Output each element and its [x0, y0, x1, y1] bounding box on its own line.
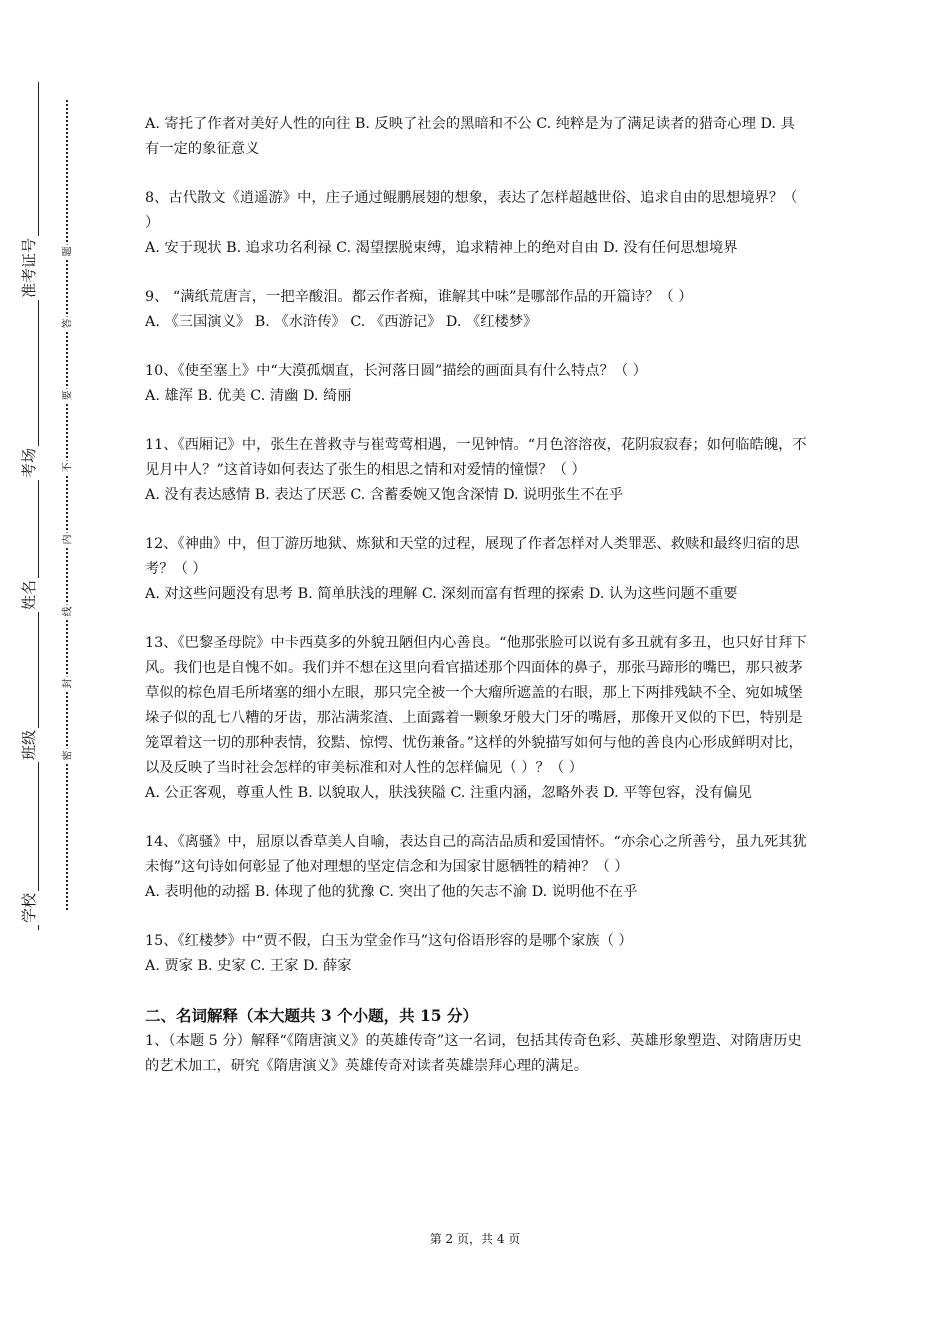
question-options: A. 《三国演义》 B. 《水浒传》 C. 《西游记》 D. 《红楼梦》 [145, 314, 538, 330]
question-13 [145, 631, 807, 806]
question-9 [145, 285, 807, 335]
seal-char: 题 [59, 245, 74, 259]
question-stem: 8、古代散文《逍遥游》中，庄子通过鲲鹏展翅的想象，表达了怎样超越世俗、追求自由的思想境界？（ ） [145, 190, 798, 231]
question-7 [145, 112, 807, 162]
question-options: A. 寄托了作者对美好人性的向往 B. 反映了社会的黑暗和不公 C. 纯粹是为了满足读者的猎奇心理 D. 具有一定的象征意义 [145, 116, 795, 157]
question-stem: 11、《西厢记》中，张生在普救寺与崔莺莺相遇，一见钟情。“月色溶溶夜，花阴寂寂春；如何临皓魄，不见月中人？”这首诗如何表达了张生的相思之情和对爱情的憧憬？（ ） [145, 437, 807, 478]
question-options: A. 对这些问题没有思考 B. 简单肤浅的理解 C. 深刻而富有哲理的探索 D. 认为这些问题不重要 [145, 586, 738, 602]
question-options: A. 公正客观，尊重人性 B. 以貌取人，肤浅狭隘 C. 注重内涵，忽略外表 D. 平等包容，没有偏见 [145, 785, 752, 801]
seal-char: 线 [59, 605, 74, 619]
question-stem: 15、《红楼梦》中“贾不假，白玉为堂金作马”这句俗语形容的是哪个家族（ ） [145, 933, 633, 949]
seal-char: 不 [59, 461, 74, 475]
question-10 [145, 359, 807, 409]
question-stem: 13、《巴黎圣母院》中卡西莫多的外貌丑陋但内心善良。“他那张脸可以说有多丑就有多丑，也只好甘拜下风。我们也是自愧不如。我们并不想在这里向看官描述那个四面体的鼻子，那张马蹄形的嘴巴，那只被茅草似的棕色眉毛所堵塞的细小左眼，那只完全被一个大瘤所遮盖的右眼，那上下两排残缺不全、宛如城堡垛子似的乱七八糟的牙齿，那沾满浆渣、上面露着一颗象牙般大门牙的嘴唇，那像开叉似的下巴，特别是笼罩着这一切的那种表情，狡黠、惊愕、忧伤兼备。”这样的外貌描写如何与他的善良内心形成鲜明对比，以及反映了当时社会怎样的审美标准和对人性的怎样偏见（ ）？（ ） [145, 635, 807, 776]
question-options: A. 贾家 B. 史家 C. 王家 D. 薛家 [145, 958, 352, 974]
question-stem: 10、《使至塞上》中“大漠孤烟直，长河落日圆”描绘的画面具有什么特点？（ ） [145, 363, 647, 379]
question-stem: 12、《神曲》中，但丁游历地狱、炼狱和天堂的过程，展现了作者怎样对人类罪恶、救赎和最终归宿的思考？（ ） [145, 536, 800, 577]
binding-solid-line [38, 82, 39, 930]
question-list [145, 112, 807, 1079]
seal-char: 密 [59, 749, 74, 763]
binding-dotted-line [66, 100, 68, 910]
seal-char: 答 [59, 317, 74, 331]
section-title: 二、名词解释（本大题共 3 个小题，共 15 分） [145, 1006, 478, 1025]
section2-question-1: 1、（本题 5 分）解释“《隋唐演义》的英雄传奇”这一名词，包括其传奇色彩、英雄形象塑造、对隋唐历史的艺术加工，研究《隋唐演义》英雄传奇对读者英雄崇拜心理的满足。 [145, 1033, 802, 1074]
question-11 [145, 433, 807, 508]
seal-char: 内 [59, 533, 74, 547]
question-options: A. 表明他的动摇 B. 体现了他的犹豫 C. 突出了他的矢志不渝 D. 说明他不在乎 [145, 884, 638, 900]
question-options: A. 没有表达感情 B. 表达了厌恶 C. 含蓄委婉又饱含深情 D. 说明张生不在乎 [145, 487, 624, 503]
question-14 [145, 830, 807, 905]
seal-char: 封 [59, 677, 74, 691]
question-stem: 9、 “满纸荒唐言，一把辛酸泪。都云作者痴，谁解其中味”是哪部作品的开篇诗？（ ） [145, 289, 693, 305]
question-15 [145, 929, 807, 979]
seal-char: 要 [59, 389, 74, 403]
page-footer: 第 2 页，共 4 页 [429, 1232, 521, 1246]
question-stem: 14、《离骚》中，屈原以香草美人自喻，表达自己的高洁品质和爱国情怀。“亦余心之所善兮，虽九死其犹未悔”这句诗如何彰显了他对理想的坚定信念和为国家甘愿牺牲的精神？（ ） [145, 834, 807, 875]
binding-margin: 准考证号 考场 姓名 班级 学校 题 答 要 不 内 线 封 密 [0, 0, 90, 1344]
question-options: A. 安于现状 B. 追求功名利禄 C. 渴望摆脱束缚，追求精神上的绝对自由 D. 没有任何思想境界 [145, 240, 738, 256]
question-options: A. 雄浑 B. 优美 C. 清幽 D. 绮丽 [145, 388, 352, 404]
question-12 [145, 532, 807, 607]
question-8 [145, 186, 807, 261]
